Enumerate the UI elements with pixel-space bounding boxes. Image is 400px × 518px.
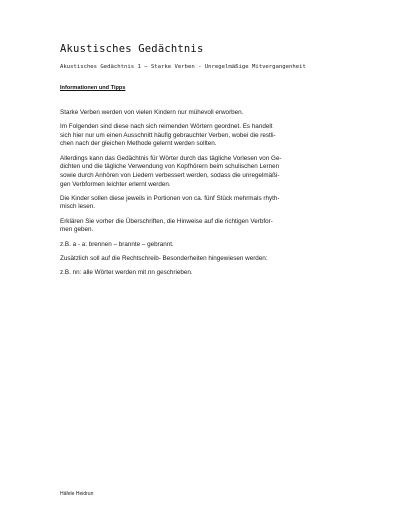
text-line: Im Folgenden sind diese nach sich reimenden Wörtern geordnet. Es handelt xyxy=(60,123,273,131)
text-line: men geben. xyxy=(60,226,94,234)
text-line: Zusätzlich soll auf die Rechtschreib- Besonderheiten hingewiesen werden: xyxy=(60,254,268,262)
text-line: z.B. nn: alle Wörter werden mit nn geschrieben. xyxy=(60,269,193,277)
paragraph xyxy=(60,195,346,212)
footer-author: Häfele Heidrun xyxy=(60,491,94,497)
section-heading: Informationen und Tipps xyxy=(60,85,126,91)
text-line: z.B. a - a: brennen – brannte – gebrannt. xyxy=(60,240,174,248)
text-line: sich hier nur um einen Ausschnitt häufig gebrauchter Verben, wobei die restli- xyxy=(60,131,276,139)
paragraph xyxy=(60,123,346,149)
text-line: Erklären Sie vorher die Überschriften, die Hinweise auf die richtigen Verbfor- xyxy=(60,217,273,225)
paragraph xyxy=(60,218,346,235)
text-line: Die Kinder sollen diese jeweils in Portionen von ca. fünf Stück mehrmals rhyth- xyxy=(60,194,280,202)
text-line: misch lesen. xyxy=(60,203,95,211)
body-text xyxy=(60,109,346,283)
text-line: chen nach der gleichen Methode gelernt werden sollten. xyxy=(60,140,217,148)
text-line: sowie durch Anhören von Liedern verbessert werden, sodass die unregelmäßi- xyxy=(60,171,280,179)
paragraph xyxy=(60,269,346,278)
paragraph xyxy=(60,155,346,189)
paragraph xyxy=(60,109,346,118)
document-subtitle: Akustisches Gedächtnis 1 – Starke Verben - Unregelmäßige Mitvergangenheit xyxy=(60,64,306,70)
paragraph xyxy=(60,255,346,264)
text-line: Allerdings kann das Gedächtnis für Wörter durch das tägliche Vorlesen von Ge- xyxy=(60,154,282,162)
text-line: Starke Verben werden von vielen Kindern nur mühevoll erworben. xyxy=(60,109,244,116)
text-line: dichten und die tägliche Verwendung von Kopfhörern beim schulischen Lernen xyxy=(60,163,280,171)
document-title: Akustisches Gedächtnis xyxy=(60,43,204,55)
text-line: gen Verbformen leichter erlernt werden. xyxy=(60,180,171,188)
paragraph xyxy=(60,241,346,250)
